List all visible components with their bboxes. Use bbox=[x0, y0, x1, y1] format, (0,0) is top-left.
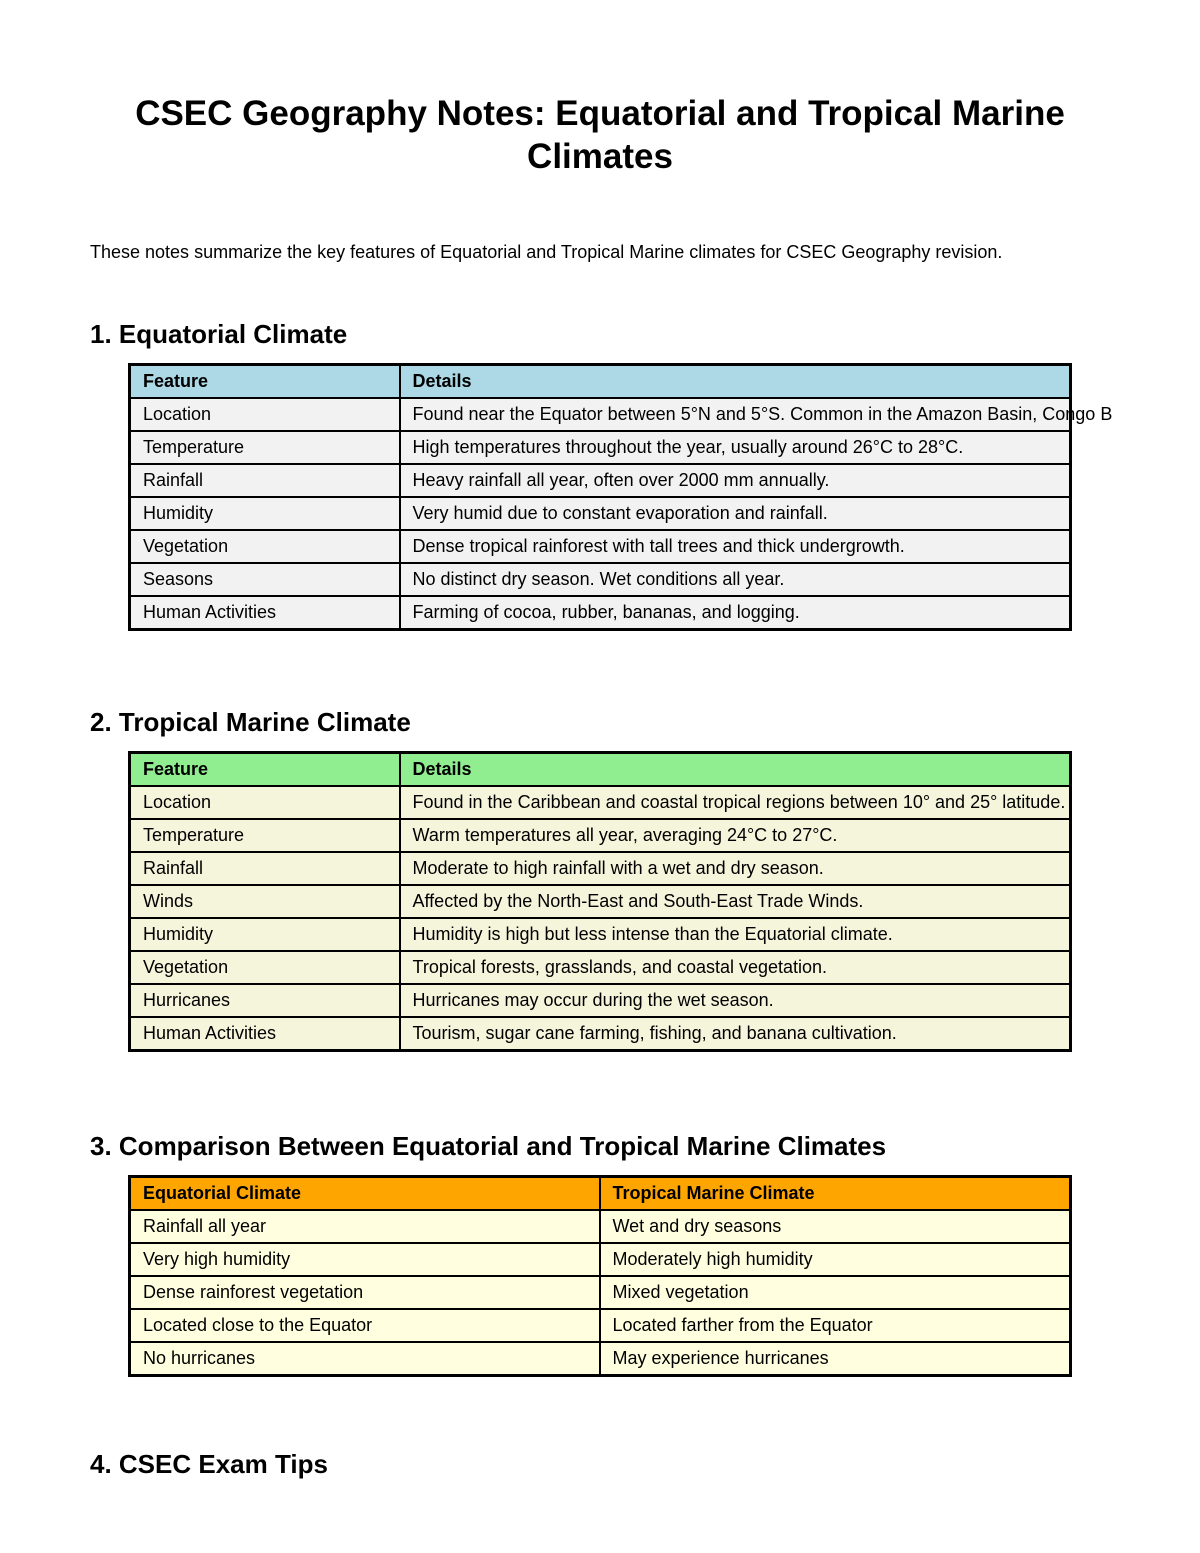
header-cell: Details bbox=[400, 753, 1071, 787]
details-cell: Found in the Caribbean and coastal tropical regions between 10° and 25° latitude. bbox=[400, 786, 1071, 819]
equatorial-cell: Located close to the Equator bbox=[130, 1309, 600, 1342]
table-row bbox=[130, 497, 1071, 530]
tropical-marine-table bbox=[128, 751, 1072, 1052]
details-cell: Heavy rainfall all year, often over 2000 mm annually. bbox=[400, 464, 1071, 497]
section-heading-comparison: 3. Comparison Between Equatorial and Tropical Marine Climates bbox=[90, 1131, 887, 1161]
details-cell: No distinct dry season. Wet conditions all year. bbox=[400, 563, 1071, 596]
table-row bbox=[130, 563, 1071, 596]
table-row bbox=[130, 398, 1071, 431]
table-row bbox=[130, 918, 1071, 951]
feature-cell: Location bbox=[130, 398, 400, 431]
tropical-marine-cell: May experience hurricanes bbox=[600, 1342, 1071, 1376]
table-row bbox=[130, 951, 1071, 984]
tropical-marine-cell: Wet and dry seasons bbox=[600, 1210, 1071, 1243]
table-header-row bbox=[130, 1177, 1071, 1211]
header-cell: Feature bbox=[130, 365, 400, 399]
table-row bbox=[130, 1342, 1071, 1376]
equatorial-cell: No hurricanes bbox=[130, 1342, 600, 1376]
table-row bbox=[130, 1017, 1071, 1051]
equatorial-table bbox=[128, 363, 1113, 631]
feature-cell: Rainfall bbox=[130, 464, 400, 497]
details-cell: Humidity is high but less intense than the Equatorial climate. bbox=[400, 918, 1071, 951]
table-header-row bbox=[130, 365, 1071, 399]
feature-cell: Rainfall bbox=[130, 852, 400, 885]
feature-cell: Temperature bbox=[130, 819, 400, 852]
feature-cell: Humidity bbox=[130, 497, 400, 530]
section-heading-exam-tips: 4. CSEC Exam Tips bbox=[90, 1449, 328, 1479]
table-row bbox=[130, 852, 1071, 885]
section-heading-equatorial: 1. Equatorial Climate bbox=[90, 319, 348, 349]
details-cell: Hurricanes may occur during the wet season. bbox=[400, 984, 1071, 1017]
feature-cell: Location bbox=[130, 786, 400, 819]
details-cell: Moderate to high rainfall with a wet and dry season. bbox=[400, 852, 1071, 885]
equatorial-cell: Dense rainforest vegetation bbox=[130, 1276, 600, 1309]
table-row bbox=[130, 1243, 1071, 1276]
details-cell: Very humid due to constant evaporation and rainfall. bbox=[400, 497, 1071, 530]
header-cell: Equatorial Climate bbox=[130, 1177, 600, 1211]
feature-cell: Temperature bbox=[130, 431, 400, 464]
details-cell: Warm temperatures all year, averaging 24°C to 27°C. bbox=[400, 819, 1071, 852]
feature-cell: Seasons bbox=[130, 563, 400, 596]
equatorial-cell: Very high humidity bbox=[130, 1243, 600, 1276]
feature-cell: Human Activities bbox=[130, 596, 400, 630]
header-cell: Tropical Marine Climate bbox=[600, 1177, 1071, 1211]
tropical-marine-cell: Moderately high humidity bbox=[600, 1243, 1071, 1276]
feature-cell: Hurricanes bbox=[130, 984, 400, 1017]
details-cell: High temperatures throughout the year, usually around 26°C to 28°C. bbox=[400, 431, 1071, 464]
table-row bbox=[130, 431, 1071, 464]
table-header-row bbox=[130, 753, 1071, 787]
table-row bbox=[130, 1276, 1071, 1309]
details-cell: Dense tropical rainforest with tall trees and thick undergrowth. bbox=[400, 530, 1071, 563]
header-cell: Feature bbox=[130, 753, 400, 787]
feature-cell: Vegetation bbox=[130, 951, 400, 984]
header-cell: Details bbox=[400, 365, 1071, 399]
details-cell: Farming of cocoa, rubber, bananas, and logging. bbox=[400, 596, 1071, 630]
feature-cell: Vegetation bbox=[130, 530, 400, 563]
feature-cell: Humidity bbox=[130, 918, 400, 951]
table-row bbox=[130, 984, 1071, 1017]
table-row bbox=[130, 464, 1071, 497]
tropical-marine-cell: Mixed vegetation bbox=[600, 1276, 1071, 1309]
section-heading-tropical-marine: 2. Tropical Marine Climate bbox=[90, 707, 411, 737]
table-row bbox=[130, 885, 1071, 918]
comparison-table bbox=[128, 1175, 1072, 1377]
table-row bbox=[130, 1309, 1071, 1342]
table-row bbox=[130, 530, 1071, 563]
feature-cell: Human Activities bbox=[130, 1017, 400, 1051]
intro-paragraph: These notes summarize the key features of Equatorial and Tropical Marine climates for CSEC Geography revision. bbox=[90, 242, 1003, 262]
details-cell: Found near the Equator between 5°N and 5°S. Common in the Amazon Basin, Congo B bbox=[400, 398, 1071, 431]
table-row bbox=[130, 596, 1071, 630]
table-row bbox=[130, 786, 1071, 819]
tropical-marine-cell: Located farther from the Equator bbox=[600, 1309, 1071, 1342]
table-row bbox=[130, 819, 1071, 852]
table-row bbox=[130, 1210, 1071, 1243]
document-title: CSEC Geography Notes: Equatorial and Tropical Marine Climates bbox=[135, 94, 1065, 176]
details-cell: Affected by the North-East and South-East Trade Winds. bbox=[400, 885, 1071, 918]
equatorial-cell: Rainfall all year bbox=[130, 1210, 600, 1243]
feature-cell: Winds bbox=[130, 885, 400, 918]
details-cell: Tropical forests, grasslands, and coastal vegetation. bbox=[400, 951, 1071, 984]
details-cell: Tourism, sugar cane farming, fishing, and banana cultivation. bbox=[400, 1017, 1071, 1051]
